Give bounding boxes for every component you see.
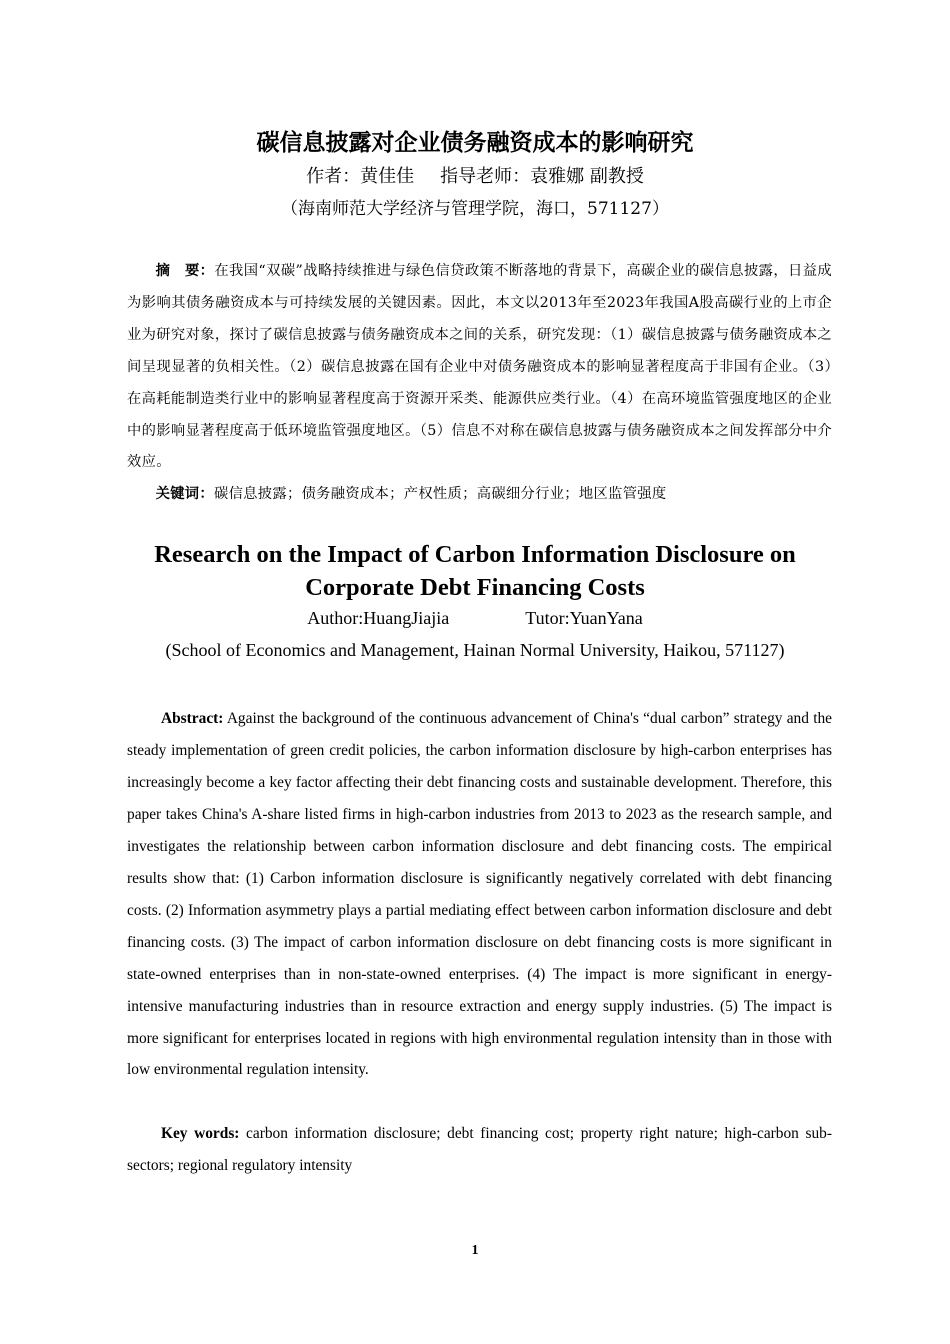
english-abstract-label: Abstract: [161,710,224,727]
chinese-advisor: 指导老师：袁雅娜 副教授 [440,166,644,187]
english-keywords-label: Key words: [161,1125,240,1142]
english-keywords-text: carbon information disclosure; debt financing cost; property right nature; high-carbon sub-sectors; regional regulatory intensity [127,1125,832,1174]
chinese-author: 作者：黄佳佳 [306,166,415,187]
page-number: 1 [471,1243,479,1258]
chinese-affiliation: （海南师范大学经济与管理学院，海口，571127） [281,199,669,219]
chinese-keywords-text: 碳信息披露；债务融资成本；产权性质；高碳细分行业；地区监管强度 [213,486,667,502]
english-author: Author:HuangJiajia [307,608,450,628]
chinese-keywords-label: 关键词： [155,486,214,502]
english-author-line [0,608,950,629]
chinese-abstract-label: 摘 要： [155,263,215,279]
chinese-abstract [127,256,832,479]
english-abstract [127,703,832,1086]
english-tutor: Tutor:YuanYana [525,608,643,628]
english-title: Research on the Impact of Carbon Information Disclosure on Corporate Debt Financing Costs [154,541,796,601]
chinese-title: 碳信息披露对企业债务融资成本的影响研究 [256,130,694,156]
english-affiliation: (School of Economics and Management, Hainan Normal University, Haikou, 571127) [165,640,785,660]
chinese-author-line [0,162,950,188]
english-keywords [127,1118,832,1182]
english-abstract-text: Against the background of the continuous advancement of China's “dual carbon” strategy and the steady implementation of green credit policies, the carbon information disclosure by high-carbon enterprises has increasingly become a key factor affecting their debt financing costs and sustainable development. Therefore, this paper takes China's A-share listed firms in high-carbon industries from 2013 to 2023 as the research sample, and investigates the relationship between carbon information disclosure and debt financing costs. The empirical results show that: (1) Carbon information disclosure is significantly negatively correlated with debt financing costs. (2) Information asymmetry plays a partial mediating effect between carbon information disclosure and debt financing costs. (3) The impact of carbon information disclosure on debt financing costs is more significant in state-owned enterprises than in non-state-owned enterprises. (4) The impact is more significant in energy-intensive manufacturing industries than in resource extraction and energy supply industries. (5) The impact is more significant for enterprises located in regions with high environmental regulation intensity than in those with low environmental regulation intensity. [127,710,832,1079]
chinese-abstract-text: 在我国“双碳”战略持续推进与绿色信贷政策不断落地的背景下，高碳企业的碳信息披露，日益成为影响其债务融资成本与可持续发展的关键因素。因此，本文以2013年至2023年我国A股高碳行业的上市企业为研究对象，探讨了碳信息披露与债务融资成本之间的关系，研究发现：（1）碳信息披露与债务融资成本之间呈现显著的负相关性。（2）碳信息披露在国有企业中对债务融资成本的影响显著程度高于非国有企业。（3）在高耗能制造类行业中的影响显著程度高于资源开采类、能源供应类行业。（4）在高环境监管强度地区的企业中的影响显著程度高于低环境监管强度地区。（5）信息不对称在碳信息披露与债务融资成本之间发挥部分中介效应。 [127,263,832,471]
chinese-keywords [127,480,832,508]
